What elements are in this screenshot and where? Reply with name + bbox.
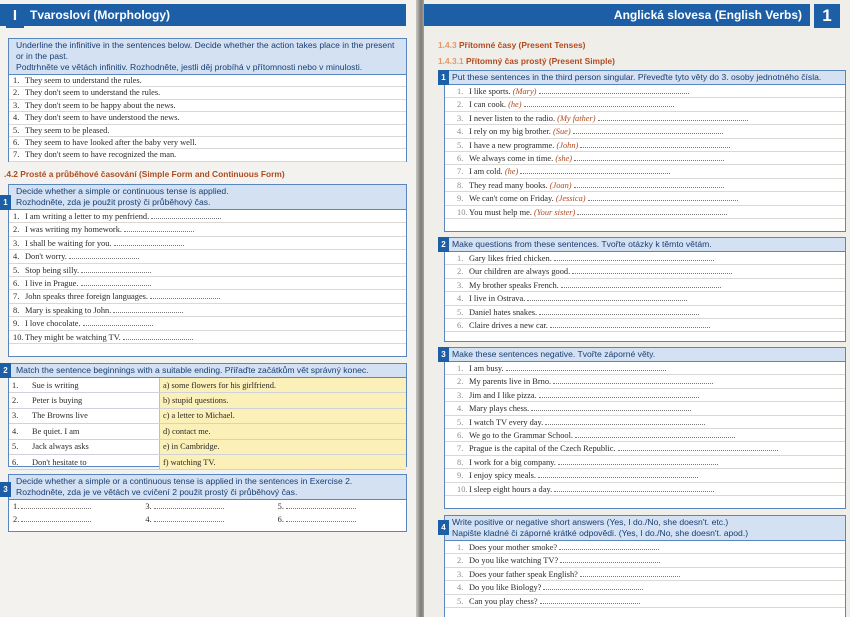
subsection-label: Přítomný čas prostý (Present Simple) (465, 56, 615, 66)
answer-blank[interactable] (150, 290, 220, 299)
answer-cell (278, 500, 406, 513)
sentence-ending: f) watching TV. (159, 454, 406, 469)
answer-blank[interactable] (572, 265, 732, 274)
chapter-header (424, 4, 810, 26)
sentence-ending: e) in Cambridge. (159, 439, 406, 454)
sentence-beginning: Sue is writing (29, 378, 159, 393)
item-text: They don't seem to understand the rules. (25, 88, 161, 98)
item-number: 9. (13, 319, 20, 329)
item-text: I live in Ostrava. (469, 294, 526, 304)
list-item (445, 139, 845, 152)
item-hint: (My father) (557, 113, 596, 123)
exercise-2 (444, 237, 846, 342)
sentence-ending: d) contact me. (159, 424, 406, 439)
list-item (445, 568, 845, 581)
item-number: 10. (13, 332, 24, 342)
answer-blank[interactable] (151, 210, 221, 219)
list-item (445, 112, 845, 125)
exercise-1 (8, 184, 407, 357)
item-text: I am busy. (469, 364, 504, 373)
list-item (9, 210, 406, 223)
item-hint: (Sue) (552, 127, 571, 137)
answer-blank[interactable] (69, 250, 139, 259)
item-text: I work for a big company. (469, 457, 556, 467)
answer-blank[interactable] (540, 595, 640, 604)
item-number: 9. (457, 471, 464, 481)
exercise-instructions: Match the sentence beginnings with a suitable ending. Přiřaďte začátkům vět správný konec. (9, 364, 406, 378)
list-item (445, 179, 845, 192)
item-text: I am cold. (469, 167, 503, 177)
item-text: Can you play chess? (469, 596, 538, 606)
item-number: 2. (457, 377, 464, 387)
item-number: 5. (457, 140, 464, 150)
answer-blank[interactable] (123, 331, 193, 340)
item-number: 8. (457, 457, 464, 467)
sentence-ending: b) stupid questions. (159, 393, 406, 408)
answer-blank[interactable] (618, 442, 778, 451)
answer-blank[interactable] (21, 513, 91, 522)
item-text: I sleep eight hours a day. (469, 484, 553, 494)
list-item (445, 125, 845, 138)
item-number: 4. (457, 404, 464, 414)
sentence-beginning: Peter is buying (29, 393, 159, 408)
item-text: We can't come on Friday. (469, 194, 554, 204)
answer-blank[interactable] (154, 513, 224, 522)
item-hint: (John) (556, 140, 579, 150)
exercise-instructions: Make questions from these sentences. Tvořte otázky k těmto větám. (445, 238, 845, 252)
answer-cell (13, 513, 141, 526)
answer-blank[interactable] (539, 389, 699, 398)
item-number: 3. (13, 238, 20, 248)
list-item (445, 206, 845, 219)
exercise-instructions (9, 475, 406, 500)
item-number: 2. (13, 88, 20, 98)
list-item (445, 416, 845, 429)
sentence-beginning: Don't hesitate to (29, 454, 159, 469)
item-number: 6. (457, 154, 464, 164)
answer-blank[interactable] (286, 513, 356, 522)
item-number: 5. (457, 307, 464, 317)
item-text: My parents live in Brno. (469, 377, 552, 387)
answer-cell (13, 500, 141, 513)
list-item (9, 277, 406, 290)
list-item (9, 75, 406, 87)
sentence-beginning: Jack always asks (29, 439, 159, 454)
match-row (9, 424, 406, 439)
section-title (438, 40, 585, 50)
answer-blank[interactable] (588, 192, 738, 201)
item-text: Stop being silly. (25, 265, 80, 275)
list-item (445, 292, 845, 305)
answer-cell (278, 513, 406, 526)
match-number: 5. (9, 439, 29, 454)
item-number: 4. (457, 127, 464, 137)
item-hint: (Your sister) (534, 207, 576, 217)
answer-blank[interactable] (573, 125, 723, 134)
item-number: 3. (13, 100, 20, 110)
item-number: 6. (13, 138, 20, 148)
instruction-cz: Napište kladné či záporné krátké odpovědi. (Yes, I do./No, she doesn't. apod.) (452, 528, 749, 538)
item-hint: (she) (555, 154, 573, 164)
list-item (9, 331, 406, 344)
right-page (424, 0, 850, 617)
item-number: 4. (457, 294, 464, 304)
exercise-1 (444, 70, 846, 232)
answer-blank[interactable] (543, 581, 643, 590)
list-item (9, 237, 406, 250)
exercise-instructions (9, 39, 406, 75)
item-text: Do you like Biology? (469, 583, 542, 593)
exercise-instructions (445, 516, 845, 541)
answer-blank[interactable] (575, 429, 735, 438)
exercise-infinitive (8, 38, 407, 162)
item-text: Daniel hates snakes. (469, 307, 538, 317)
item-hint: (he) (504, 167, 519, 177)
list-item (9, 149, 406, 161)
answer-blank[interactable] (524, 98, 674, 107)
item-text: We go to the Grammar School. (469, 431, 573, 441)
answer-blank[interactable] (286, 500, 356, 509)
list-item (9, 290, 406, 303)
list-item (445, 402, 845, 415)
list-item (445, 554, 845, 567)
answer-blank[interactable] (580, 568, 680, 577)
sentence-ending: c) a letter to Michael. (159, 408, 406, 423)
list-item (445, 581, 845, 594)
list-item (445, 252, 845, 265)
item-text: I can cook. (469, 100, 506, 110)
item-text: My brother speaks French. (469, 280, 559, 290)
item-number: 2. (457, 267, 464, 277)
exercise-number: 3 (0, 482, 11, 497)
item-number: 1. (457, 254, 464, 263)
answer-blank[interactable] (574, 179, 724, 188)
answer-blank[interactable] (124, 223, 194, 232)
answer-blank[interactable] (550, 319, 710, 328)
list-item (9, 250, 406, 263)
item-hint: (he) (508, 100, 522, 110)
item-number: 1. (457, 543, 464, 552)
item-text: Mary plays chess. (469, 404, 530, 414)
item-number: 7. (457, 167, 464, 177)
answer-blank[interactable] (81, 264, 151, 273)
answer-blank[interactable] (539, 85, 689, 94)
sentence-beginning: Be quiet. I am (29, 424, 159, 439)
item-text: I like sports. (469, 87, 511, 96)
item-number: 3. (457, 280, 464, 290)
answer-cell (145, 513, 273, 526)
instruction-cz: Podtrhněte ve větách infinitiv. Rozhodněte, jestli děj probíhá v přítomnosti nebo v minulosti. (16, 62, 363, 72)
answer-blank[interactable] (580, 139, 730, 148)
matching-table (9, 378, 406, 470)
section-number: 1.4.3 (438, 40, 457, 50)
item-number: 3. (457, 390, 464, 400)
item-text: I am writing a letter to my penfriend. (25, 212, 150, 221)
list-item (445, 152, 845, 165)
answer-blank[interactable] (21, 500, 91, 509)
answer-cell (145, 500, 273, 513)
answer-blank[interactable] (520, 165, 670, 174)
item-text: We always come in time. (469, 154, 554, 164)
instruction-cz: Rozhodněte, zda je použit prostý či průběhový čas. (16, 197, 211, 207)
list-item (445, 192, 845, 205)
list-item (445, 442, 845, 455)
item-number: 3. (457, 569, 464, 579)
item-text: Our children are always good. (469, 267, 571, 277)
instruction-en: Write positive or negative short answers (Yes, I do./No, she doesn't. etc.) (452, 517, 729, 527)
item-text: I watch TV every day. (469, 417, 544, 427)
list-item (9, 87, 406, 99)
answer-column (9, 500, 141, 526)
list-item (445, 279, 845, 292)
item-text: They might be watching TV. (25, 332, 121, 342)
chapter-tab: I (6, 4, 24, 28)
item-number: 7. (13, 292, 20, 302)
answer-blank[interactable] (561, 279, 721, 288)
item-number: 8. (13, 305, 20, 315)
item-text: Do you like watching TV? (469, 556, 559, 566)
match-number: 4. (9, 424, 29, 439)
item-number: 5. (13, 265, 20, 275)
item-number: 5. (13, 125, 20, 135)
answer-blank[interactable] (554, 483, 714, 492)
list-item (445, 319, 845, 332)
item-number: 9. (457, 194, 464, 204)
exercise-number: 1 (0, 195, 11, 210)
item-number: 1. (13, 76, 20, 85)
exercise-number: 2 (0, 363, 11, 378)
exercise-instructions (9, 185, 406, 210)
answer-blank[interactable] (554, 252, 714, 261)
exercise-number: 2 (438, 237, 449, 252)
answer-blank[interactable] (539, 306, 699, 315)
exercise-3 (444, 347, 846, 509)
exercise-number: 4 (438, 520, 449, 535)
sentence-beginning: The Browns live (29, 408, 159, 423)
answer-blank[interactable] (598, 112, 748, 121)
list-item (9, 137, 406, 149)
answer-blank[interactable] (559, 541, 659, 550)
item-number: 4. (13, 113, 20, 123)
instruction-cz: Rozhodněte, zda je ve větách ve cvičení 2 použit prostý či průběhový čas. (16, 487, 298, 497)
item-text: Prague is the capital of the Czech Republic. (469, 444, 616, 454)
item-text: I enjoy spicy meals. (469, 471, 536, 481)
item-text: They seem to have looked after the baby very well. (25, 138, 197, 148)
answer-blank[interactable] (545, 416, 705, 425)
answer-blank[interactable] (506, 362, 666, 371)
item-number: 3. (457, 113, 464, 123)
list-item (445, 375, 845, 388)
answer-blank[interactable] (114, 237, 184, 246)
list-item (445, 306, 845, 319)
instruction-en: Decide whether a simple or continuous tense is applied. (16, 186, 229, 196)
answer-number: 4. (145, 515, 152, 524)
item-number: 6. (13, 279, 20, 289)
section-title: .4.2 Prosté a průběhové časování (Simple Form and Continuous Form) (4, 169, 285, 179)
item-number: 7. (13, 150, 20, 160)
answer-blank[interactable] (531, 402, 691, 411)
match-number: 3. (9, 408, 29, 423)
list-item (445, 456, 845, 469)
item-hint: (Jessica) (555, 194, 586, 204)
item-text: I have a new programme. (469, 140, 555, 150)
section-label: Přítomné časy (Present Tenses) (458, 40, 586, 50)
exercise-3 (8, 474, 407, 532)
list-item (9, 223, 406, 236)
answer-number: 3. (145, 502, 152, 511)
list-item (9, 317, 406, 330)
answer-number: 1. (13, 502, 20, 511)
match-row (9, 454, 406, 469)
item-text: I shall be waiting for you. (25, 238, 112, 248)
subsection-number: 1.4.3.1 (438, 56, 464, 66)
list-item (445, 389, 845, 402)
item-text: Mary is speaking to John. (25, 305, 112, 315)
match-row (9, 439, 406, 454)
answer-blank[interactable] (553, 375, 713, 384)
item-number: 7. (457, 444, 464, 454)
list-item (445, 165, 845, 178)
answer-blank[interactable] (538, 469, 698, 478)
list-item (445, 85, 845, 98)
answer-blank[interactable] (558, 456, 718, 465)
item-number: 4. (457, 583, 464, 593)
list-item (9, 112, 406, 124)
item-hint: (Mary) (512, 87, 537, 96)
match-row (9, 378, 406, 393)
list-item (445, 541, 845, 554)
item-text: Don't worry. (25, 252, 67, 262)
exercise-instructions: Put these sentences in the third person singular. Převeďte tyto věty do 3. osoby jednotného čísla. (445, 71, 845, 85)
item-number: 1. (13, 212, 20, 221)
header-title: Anglická slovesa (English Verbs) (613, 8, 802, 22)
match-number: 1. (9, 378, 29, 393)
item-number: 2. (457, 100, 464, 110)
subsection-title (438, 56, 615, 66)
list-item (445, 429, 845, 442)
header-title: Tvarosloví (Morphology) (30, 8, 171, 22)
item-number: 10. (457, 484, 468, 494)
list-item (9, 125, 406, 137)
item-text: Gary likes fried chicken. (469, 254, 552, 263)
answer-blank[interactable] (83, 317, 153, 326)
exercise-instructions: Make these sentences negative. Tvořte záporné věty. (445, 348, 845, 362)
item-text: I was writing my homework. (25, 225, 122, 235)
list-item (9, 100, 406, 112)
list-item (445, 483, 845, 496)
answer-blank[interactable] (574, 152, 724, 161)
chapter-header (0, 4, 406, 26)
answer-blank[interactable] (113, 304, 183, 313)
match-row (9, 393, 406, 408)
item-number: 10. (457, 207, 468, 217)
answer-number: 6. (277, 515, 284, 524)
list-item (445, 595, 845, 608)
item-number: 8. (457, 180, 464, 190)
item-text: They seem to understand the rules. (25, 76, 142, 85)
item-text: Does your mother smoke? (469, 543, 558, 552)
answer-number: 2. (13, 515, 20, 524)
match-number: 6. (9, 454, 29, 469)
exercise-4 (444, 515, 846, 617)
answer-blank[interactable] (81, 277, 151, 286)
left-page (0, 0, 418, 617)
chapter-tab: 1 (814, 4, 840, 28)
answer-blank[interactable] (154, 500, 224, 509)
item-text: Claire drives a new car. (469, 321, 548, 331)
item-number: 6. (457, 321, 464, 331)
item-text: John speaks three foreign languages. (25, 292, 149, 302)
item-text: I rely on my big brother. (469, 127, 551, 137)
item-text: They don't seem to be happy about the news. (25, 100, 176, 110)
item-text: They seem to be pleased. (25, 125, 110, 135)
answer-grid (9, 500, 406, 526)
exercise-number: 3 (438, 347, 449, 362)
list-item (445, 265, 845, 278)
item-number: 2. (457, 556, 464, 566)
item-text: They don't seem to have understood the news. (25, 113, 180, 123)
item-text: They read many books. (469, 180, 548, 190)
list-item (9, 304, 406, 317)
match-number: 2. (9, 393, 29, 408)
answer-blank[interactable] (527, 292, 687, 301)
list-item (445, 469, 845, 482)
instruction-en: Underline the infinitive in the sentences below. Decide whether the action takes place in the present or in the past. (16, 40, 395, 61)
item-text: You must help me. (469, 207, 532, 217)
item-number: 5. (457, 417, 464, 427)
list-item (9, 264, 406, 277)
item-number: 1. (457, 87, 464, 96)
answer-blank[interactable] (560, 554, 660, 563)
item-text: I live in Prague. (25, 279, 79, 289)
item-number: 5. (457, 596, 464, 606)
exercise-number: 1 (438, 70, 449, 85)
answer-blank[interactable] (577, 206, 727, 215)
sentence-ending: a) some flowers for his girlfriend. (159, 378, 406, 393)
item-text: Jim and I like pizza. (469, 390, 537, 400)
item-text: They don't seem to have recognized the man. (25, 150, 177, 160)
instruction-en: Decide whether a simple or a continuous tense is applied in the sentences in Exercise 2. (16, 476, 353, 486)
match-row (9, 408, 406, 423)
answer-column (141, 500, 273, 526)
item-number: 1. (457, 364, 464, 373)
answer-column (274, 500, 406, 526)
item-text: I never listen to the radio. (469, 113, 556, 123)
item-number: 4. (13, 252, 20, 262)
list-item (445, 362, 845, 375)
item-number: 6. (457, 431, 464, 441)
exercise-2 (8, 363, 407, 467)
list-item (445, 98, 845, 111)
item-text: Does your father speak English? (469, 569, 578, 579)
item-text: I love chocolate. (25, 319, 81, 329)
answer-number: 5. (277, 502, 284, 511)
item-hint: (Joan) (549, 180, 572, 190)
item-number: 2. (13, 225, 20, 235)
